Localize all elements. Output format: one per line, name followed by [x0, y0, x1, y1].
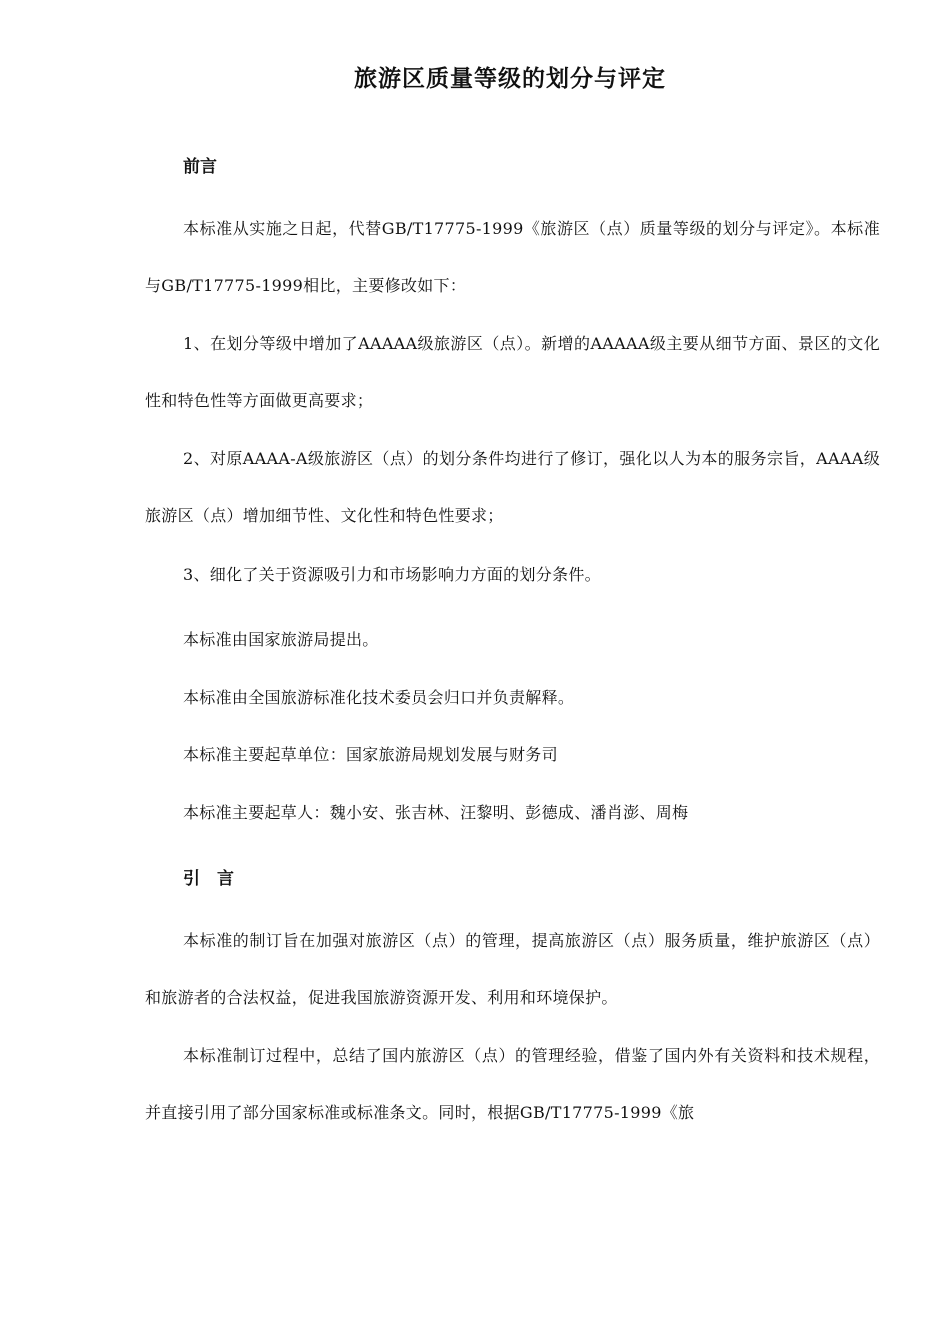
- drafters-line: 本标准主要起草人：魏小安、张吉林、汪黎明、彭德成、潘肖澎、周梅: [183, 803, 689, 822]
- foreword-paragraph: 本标准从实施之日起，代替GB/T17775-1999《旅游区（点）质量等级的划分与评定》。本标准与GB/T17775-1999相比，主要修改如下：: [145, 219, 880, 295]
- revision-item-2: 2、对原AAAA-A级旅游区（点）的划分条件均进行了修订，强化以人为本的服务宗旨，AAAA级旅游区（点）增加细节性、文化性和特色性要求；: [145, 449, 880, 525]
- drafting-unit-line: 本标准主要起草单位：国家旅游局规划发展与财务司: [183, 745, 558, 764]
- revision-item-3: 3、细化了关于资源吸引力和市场影响力方面的划分条件。: [183, 565, 601, 584]
- introduction-paragraph-2: 本标准制订过程中，总结了国内旅游区（点）的管理经验，借鉴了国内外有关资料和技术规程，并直接引用了部分国家标准或标准条文。同时，根据GB/T17775-1999《旅: [145, 1046, 880, 1122]
- interpreted-by-line: 本标准由全国旅游标准化技术委员会归口并负责解释。: [183, 688, 575, 707]
- document-title: 旅游区质量等级的划分与评定: [354, 65, 666, 92]
- introduction-paragraph-1: 本标准的制订旨在加强对旅游区（点）的管理，提高旅游区（点）服务质量，维护旅游区（点）和旅游者的合法权益，促进我国旅游资源开发、利用和环境保护。: [145, 931, 880, 1007]
- proposed-by-line: 本标准由国家旅游局提出。: [183, 630, 379, 649]
- foreword-heading: 前言: [183, 157, 217, 177]
- introduction-heading: 引 言: [183, 869, 234, 889]
- revision-item-1: 1、在划分等级中增加了AAAAA级旅游区（点）。新增的AAAAA级主要从细节方面、景区的文化性和特色性等方面做更高要求；: [145, 334, 880, 410]
